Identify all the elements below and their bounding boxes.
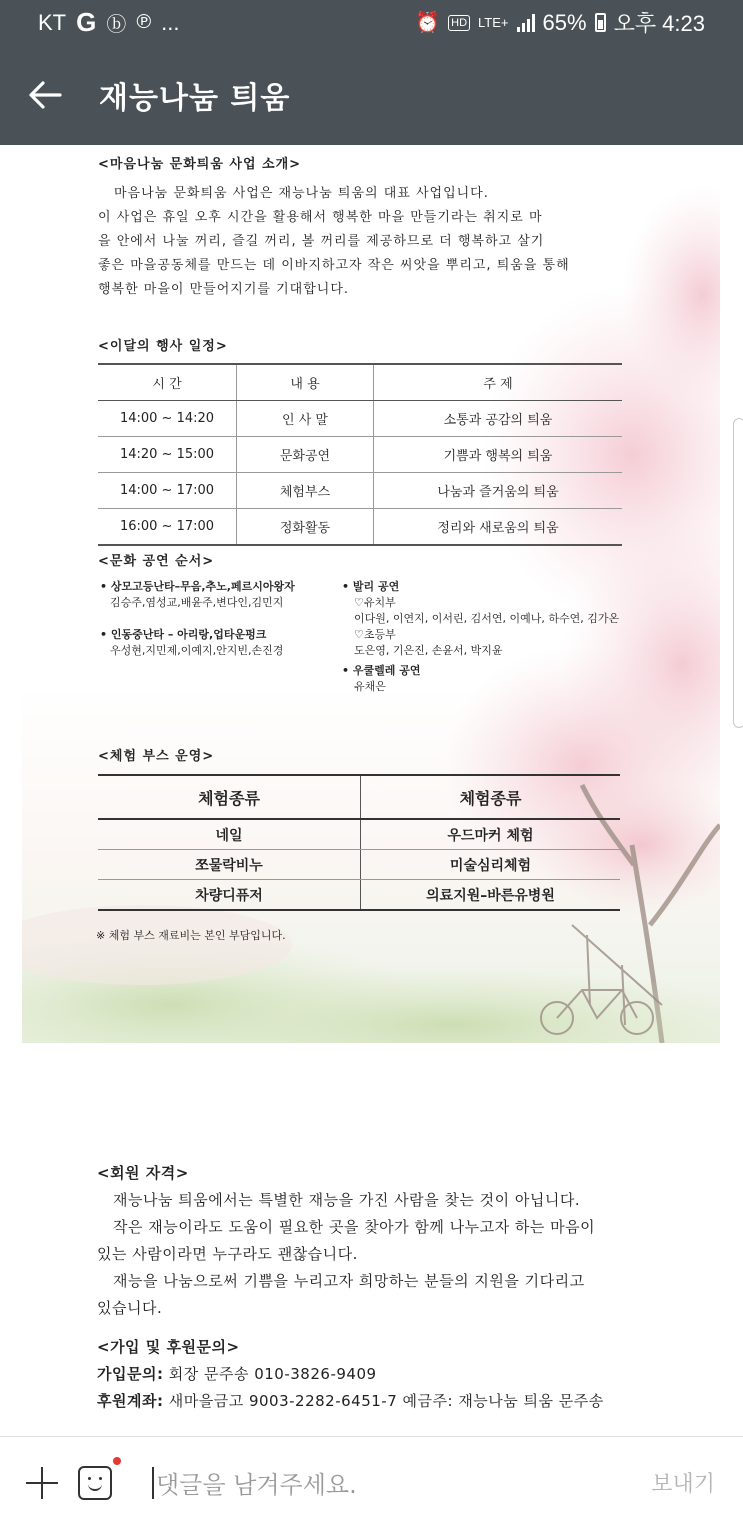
performance-line: ♡초등부 <box>354 628 396 641</box>
table-row <box>98 850 620 880</box>
intro-line: 마음나눔 문화틔움 사업은 재능나눔 틔움의 대표 사업입니다. <box>114 186 489 201</box>
membership-heading: <회원 자격> <box>97 1164 189 1182</box>
membership-line: 재능을 나눔으로써 기쁨을 누리고자 희망하는 분들의 지원을 기다리고 <box>113 1272 585 1290</box>
table-row <box>98 401 622 437</box>
scrollbar-handle[interactable] <box>733 418 743 728</box>
performance-section <box>98 550 698 569</box>
schedule-table <box>98 363 622 546</box>
table-cell: 14:00 ~ 14:20 <box>98 401 237 437</box>
app-bar <box>0 45 743 145</box>
table-cell: 네일 <box>98 819 361 850</box>
table-row <box>98 437 622 473</box>
emoji-mouth <box>88 1482 102 1491</box>
poster-image <box>22 145 720 1043</box>
column-header: 시 간 <box>98 364 237 401</box>
booth-table <box>98 774 620 911</box>
battery-percent: 65% <box>542 9 587 35</box>
donation-account <box>97 1388 697 1415</box>
table-cell: 14:20 ~ 15:00 <box>98 437 237 473</box>
join-inquiry <box>97 1361 697 1388</box>
performance-heading: <문화 공연 순서> <box>98 554 215 569</box>
clock: 오후 4:23 <box>613 11 705 36</box>
table-row <box>98 509 622 546</box>
schedule-section <box>98 335 698 546</box>
intro-heading: <마음나눔 문화틔움 사업 소개> <box>98 157 302 172</box>
performance-title: • 발리 공연 <box>342 580 400 593</box>
b-icon: ⓑ <box>106 14 127 36</box>
join-label: 가입문의: <box>97 1365 164 1383</box>
performance-line: 유채은 <box>354 680 386 693</box>
performance-line: 이다원, 이연지, 이서린, 김서연, 이예나, 하수연, 김가온 <box>354 612 620 625</box>
table-header-row <box>98 775 620 819</box>
column-header: 주 제 <box>374 364 623 401</box>
intro-line: 행복한 마을이 만들어지기를 기대합니다. <box>98 282 350 297</box>
performance-line: ♡유치부 <box>354 596 396 609</box>
table-cell: 우드마커 체험 <box>361 819 621 850</box>
comment-input[interactable]: 댓글을 남겨주세요. <box>156 1471 357 1499</box>
carrier-label: KT <box>38 9 67 35</box>
table-cell: 14:00 ~ 17:00 <box>98 473 237 509</box>
intro-line: 이 사업은 휴일 오후 시간을 활용해서 행복한 마을 만들기라는 취지로 마 <box>98 210 543 225</box>
status-bar <box>0 0 743 45</box>
contact-section <box>97 1334 697 1415</box>
table-cell: 소통과 공감의 틔움 <box>374 401 623 437</box>
performance-title: • 인동중난타 – 아리랑,업타운펑크 <box>100 628 267 641</box>
table-cell: 16:00 ~ 17:00 <box>98 509 237 546</box>
membership-line: 있습니다. <box>97 1299 163 1317</box>
table-cell: 기쁨과 행복의 틔움 <box>374 437 623 473</box>
performance-names: 우성현,지민제,이예지,안지빈,손진경 <box>110 644 284 657</box>
table-cell: 정리와 새로움의 틔움 <box>374 509 623 546</box>
performance-line: 도은영, 기은진, 손윤서, 박지윤 <box>354 644 503 657</box>
table-cell: 문화공연 <box>237 437 374 473</box>
table-cell: 정화활동 <box>237 509 374 546</box>
intro-line: 좋은 마을공동체를 만드는 데 이바지하고자 작은 씨앗을 뿌리고, 틔움을 통해 <box>98 258 570 273</box>
performance-title: • 우쿨렐레 공연 <box>342 664 421 677</box>
performance-item <box>100 627 340 659</box>
send-button[interactable]: 보내기 <box>651 1472 715 1497</box>
back-arrow-icon <box>28 80 62 110</box>
join-value: 회장 문주송 010-3826-9409 <box>163 1365 377 1383</box>
table-cell: 차량디퓨저 <box>98 880 361 911</box>
intro-paragraph <box>98 182 698 302</box>
intro-section <box>98 153 698 302</box>
battery-icon <box>595 13 606 32</box>
google-icon: G <box>76 7 97 37</box>
emoji-eye <box>99 1477 102 1480</box>
membership-line: 재능나눔 틔움에서는 특별한 재능을 가진 사람을 찾는 것이 아닙니다. <box>113 1191 581 1209</box>
comment-composer <box>0 1436 743 1528</box>
membership-line: 있는 사람이라면 누구라도 괜찮습니다. <box>97 1245 358 1263</box>
performance-item <box>342 579 682 659</box>
table-row <box>98 880 620 911</box>
membership-line: 작은 재능이라도 도움이 필요한 곳을 찾아가 함께 나누고자 하는 마음이 <box>113 1218 596 1236</box>
table-header-row <box>98 364 622 401</box>
performance-title: • 상모고등난타–무음,추노,페르시아왕자 <box>100 580 295 593</box>
column-header: 체험종류 <box>361 775 621 819</box>
performance-item <box>342 663 682 695</box>
column-header: 내 용 <box>237 364 374 401</box>
performance-item <box>100 579 340 611</box>
add-attachment-button[interactable] <box>22 1463 62 1503</box>
membership-section <box>97 1160 697 1322</box>
donate-value: 새마을금고 9003-2282-6451-7 예금주: 재능나눔 틔움 문주송 <box>163 1392 604 1410</box>
alarm-icon: ⏰ <box>415 12 441 34</box>
emoji-button[interactable] <box>78 1466 112 1500</box>
booth-note: ※ 체험 부스 재료비는 본인 부담입니다. <box>96 929 286 942</box>
emoji-eye <box>88 1477 91 1480</box>
booth-heading: <체험 부스 운영> <box>98 749 215 764</box>
notification-dot <box>113 1457 121 1465</box>
text-cursor <box>152 1467 154 1499</box>
performance-names: 김승주,염성교,배윤주,변다인,김민지 <box>110 596 284 609</box>
hd-badge: HD <box>448 15 470 31</box>
contact-heading: <가입 및 후원문의> <box>97 1338 240 1356</box>
performance-list-left <box>100 579 340 659</box>
intro-line: 을 안에서 나눌 꺼리, 즐길 꺼리, 볼 꺼리를 제공하므로 더 행복하고 살기 <box>98 234 545 249</box>
network-type: LTE+ <box>478 15 509 30</box>
donate-label: 후원계좌: <box>97 1392 164 1410</box>
table-row <box>98 473 622 509</box>
table-cell: 미술심리체험 <box>361 850 621 880</box>
table-row <box>98 819 620 850</box>
table-cell: 쪼물락비누 <box>98 850 361 880</box>
more-notifications-label: ... <box>161 9 180 35</box>
signal-icon <box>517 14 535 32</box>
schedule-heading: <이달의 행사 일정> <box>98 339 228 354</box>
page-title: 재능나눔 틔움 <box>99 81 291 116</box>
table-cell: 의료지원–바른유병원 <box>361 880 621 911</box>
table-cell: 나눔과 즐거움의 틔움 <box>374 473 623 509</box>
back-button[interactable] <box>5 45 85 145</box>
pinterest-icon: ℗ <box>136 11 152 33</box>
table-cell: 체험부스 <box>237 473 374 509</box>
booth-section <box>98 745 698 943</box>
performance-list-right <box>342 579 682 695</box>
table-cell: 인 사 말 <box>237 401 374 437</box>
column-header: 체험종류 <box>98 775 361 819</box>
